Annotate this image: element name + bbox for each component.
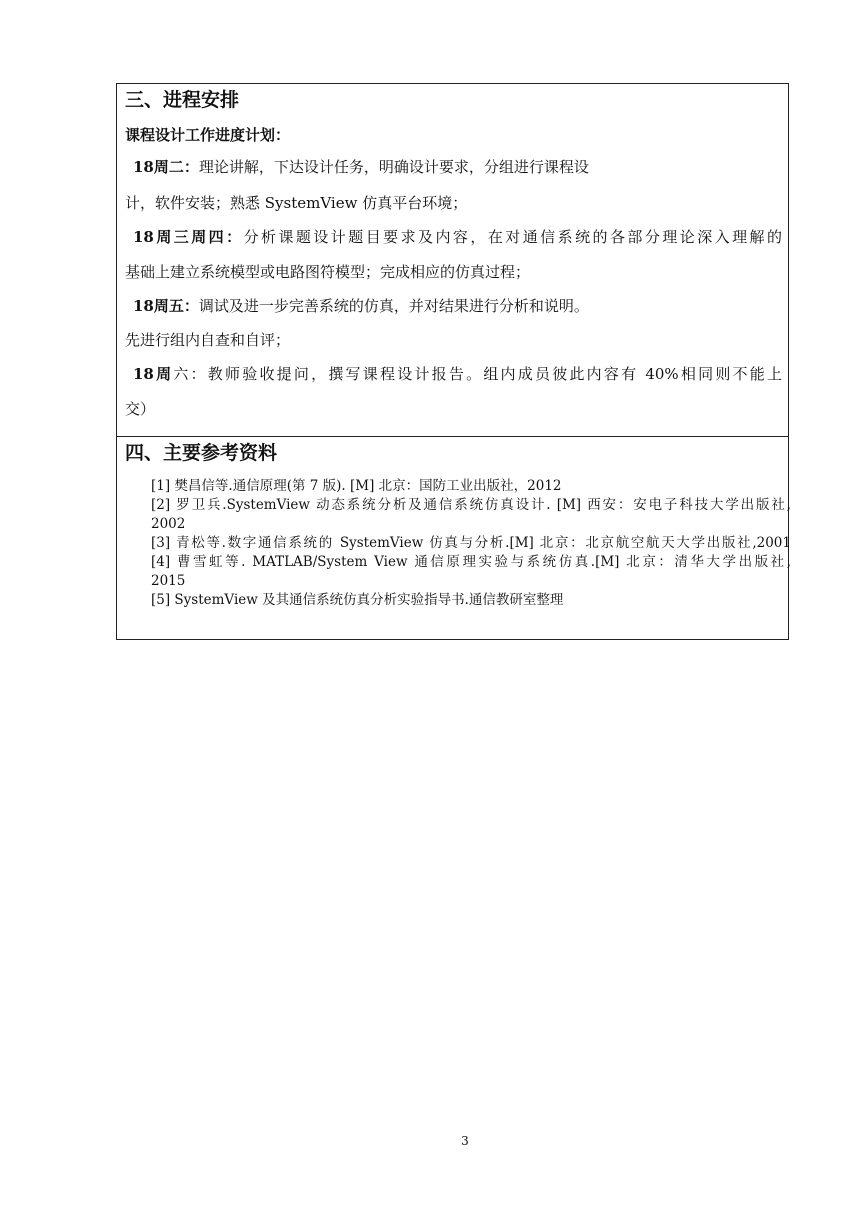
content-table [116, 83, 789, 640]
section-title-references: 四、主要参考资料 [125, 442, 278, 464]
week1-text-a: 理论讲解，下达设计任务，明确设计要求，分组进行课程设 [198, 158, 589, 176]
week2-label: 18周三周四： [133, 228, 244, 246]
reference-5: [5] SystemView 及其通信系统仿真分析实验指导书.通信教研室整理 [151, 592, 564, 608]
schedule-week1-line1 [133, 156, 589, 178]
schedule-week2-line2: 基础上建立系统模型或电路图符模型；完成相应的仿真过程； [125, 263, 531, 281]
reference-4-line2: 2015 [151, 573, 186, 589]
week4-label: 18周 [133, 365, 174, 383]
schedule-week3-line2: 先进行组内自查和自评； [125, 331, 291, 349]
week3-label: 18周五： [133, 297, 199, 315]
schedule-week3-line1 [133, 295, 589, 317]
reference-1: [1] 樊昌信等.通信原理(第 7 版). [M] 北京：国防工业出版社，2012 [151, 478, 562, 494]
schedule-week1-line2: 计，软件安装；熟悉 SystemView 仿真平台环境； [125, 194, 468, 212]
schedule-week4-line2: 交） [125, 400, 156, 418]
section-divider [117, 436, 788, 437]
schedule-week4-line1 [133, 363, 782, 385]
schedule-week2-line1 [133, 226, 782, 248]
week2-text-a: 分析课题设计题目要求及内容，在对通信系统的各部分理论深入理解的 [243, 228, 782, 246]
week1-label: 18周二： [133, 158, 199, 176]
week4-text-a: 六：教师验收提问，撰写课程设计报告。组内成员彼此内容有 40%相同则不能上 [173, 365, 782, 383]
schedule-subtitle: 课程设计工作进度计划： [125, 126, 291, 144]
reference-2-line1: [2] 罗卫兵.SystemView 动态系统分析及通信系统仿真设计. [M] 西安：安电子科技大学出版社, [151, 497, 791, 513]
reference-2-line2: 2002 [151, 516, 186, 532]
page-number: 3 [461, 1134, 469, 1148]
reference-3: [3] 青松等.数字通信系统的 SystemView 仿真与分析.[M] 北京：北京航空航天大学出版社,2001 [151, 535, 791, 551]
section-title-schedule: 三、进程安排 [125, 89, 240, 111]
week3-text-a: 调试及进一步完善系统的仿真，并对结果进行分析和说明。 [198, 297, 589, 315]
reference-4-line1: [4] 曹雪虹等. MATLAB/System View 通信原理实验与系统仿真.[M] 北京：清华大学出版社, [151, 554, 791, 570]
